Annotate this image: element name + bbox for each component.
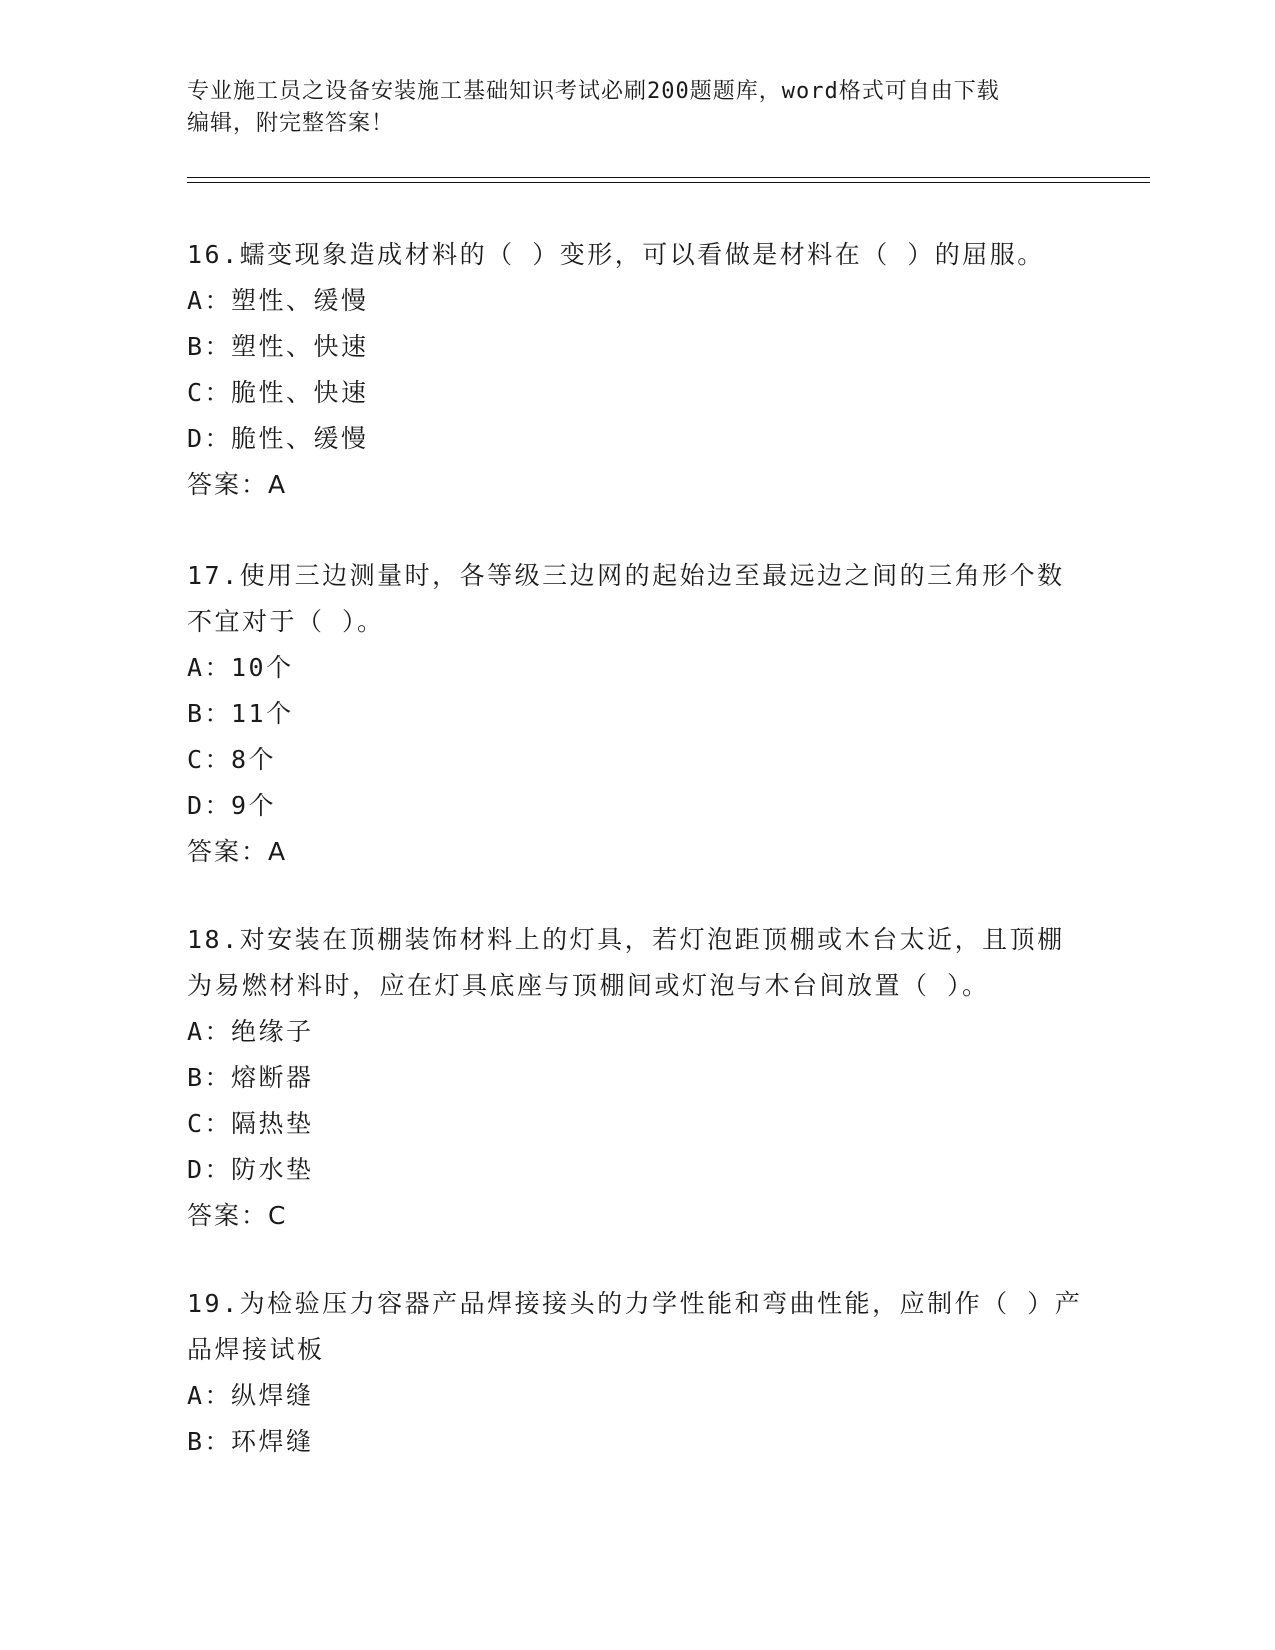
question-stem: 16.蠕变现象造成材料的（ ）变形，可以看做是材料在（ ）的屈服。 — [187, 240, 1045, 269]
option-text: 绝缘子 — [231, 1017, 314, 1046]
option-label: A： — [187, 1017, 233, 1046]
option-text: 9个 — [231, 791, 277, 820]
option-text: 脆性、缓慢 — [231, 424, 369, 453]
option-text: 环焊缝 — [231, 1427, 314, 1456]
option-label: B： — [187, 1063, 233, 1092]
question-16 — [187, 232, 1087, 508]
option-text: 脆性、快速 — [231, 378, 369, 407]
question-stem: 18.对安装在顶棚装饰材料上的灯具，若灯泡距顶棚或木台太近，且顶棚为易燃材料时，应在灯具底座与顶棚间或灯泡与木台间放置（ ）。 — [187, 925, 1065, 1000]
option-label: D： — [187, 1155, 233, 1184]
option-b — [187, 691, 1087, 737]
option-d — [187, 1147, 1087, 1193]
option-a — [187, 645, 1087, 691]
option-c — [187, 370, 1087, 416]
option-text: 塑性、缓慢 — [231, 286, 369, 315]
option-c — [187, 1101, 1087, 1147]
header-line-1: 专业施工员之设备安装施工基础知识考试必刷200题题库，word格式可自由下载 — [187, 79, 1000, 104]
option-label: D： — [187, 424, 233, 453]
option-b — [187, 324, 1087, 370]
option-text: 防水垫 — [231, 1155, 314, 1184]
question-18 — [187, 917, 1087, 1239]
question-17 — [187, 553, 1087, 875]
option-b — [187, 1419, 1087, 1465]
option-label: B： — [187, 332, 233, 361]
option-label: C： — [187, 745, 233, 774]
option-label: B： — [187, 1427, 233, 1456]
option-label: C： — [187, 1109, 233, 1138]
option-text: 10个 — [231, 653, 294, 682]
answer-line: 答案：C — [187, 1201, 288, 1230]
header-divider-top — [187, 177, 1150, 178]
option-text: 11个 — [231, 699, 294, 728]
option-d — [187, 783, 1087, 829]
option-a — [187, 1009, 1087, 1055]
option-label: A： — [187, 1381, 233, 1410]
answer-line: 答案：A — [187, 470, 288, 499]
option-c — [187, 737, 1087, 783]
option-text: 熔断器 — [231, 1063, 314, 1092]
option-a — [187, 278, 1087, 324]
option-label: A： — [187, 286, 233, 315]
option-text: 塑性、快速 — [231, 332, 369, 361]
option-label: C： — [187, 378, 233, 407]
option-text: 8个 — [231, 745, 277, 774]
option-a — [187, 1373, 1087, 1419]
option-label: A： — [187, 653, 233, 682]
question-19 — [187, 1281, 1087, 1465]
document-header — [187, 76, 1067, 140]
header-line-2: 编辑，附完整答案！ — [187, 111, 395, 136]
option-text: 隔热垫 — [231, 1109, 314, 1138]
question-stem: 17.使用三边测量时，各等级三边网的起始边至最远边之间的三角形个数不宜对于（ ）。 — [187, 561, 1065, 636]
option-label: D： — [187, 791, 233, 820]
answer-line: 答案：A — [187, 837, 288, 866]
option-label: B： — [187, 699, 233, 728]
option-b — [187, 1055, 1087, 1101]
question-stem: 19.为检验压力容器产品焊接接头的力学性能和弯曲性能，应制作（ ）产品焊接试板 — [187, 1289, 1083, 1364]
option-d — [187, 416, 1087, 462]
option-text: 纵焊缝 — [231, 1381, 314, 1410]
header-divider-bottom — [187, 182, 1150, 183]
